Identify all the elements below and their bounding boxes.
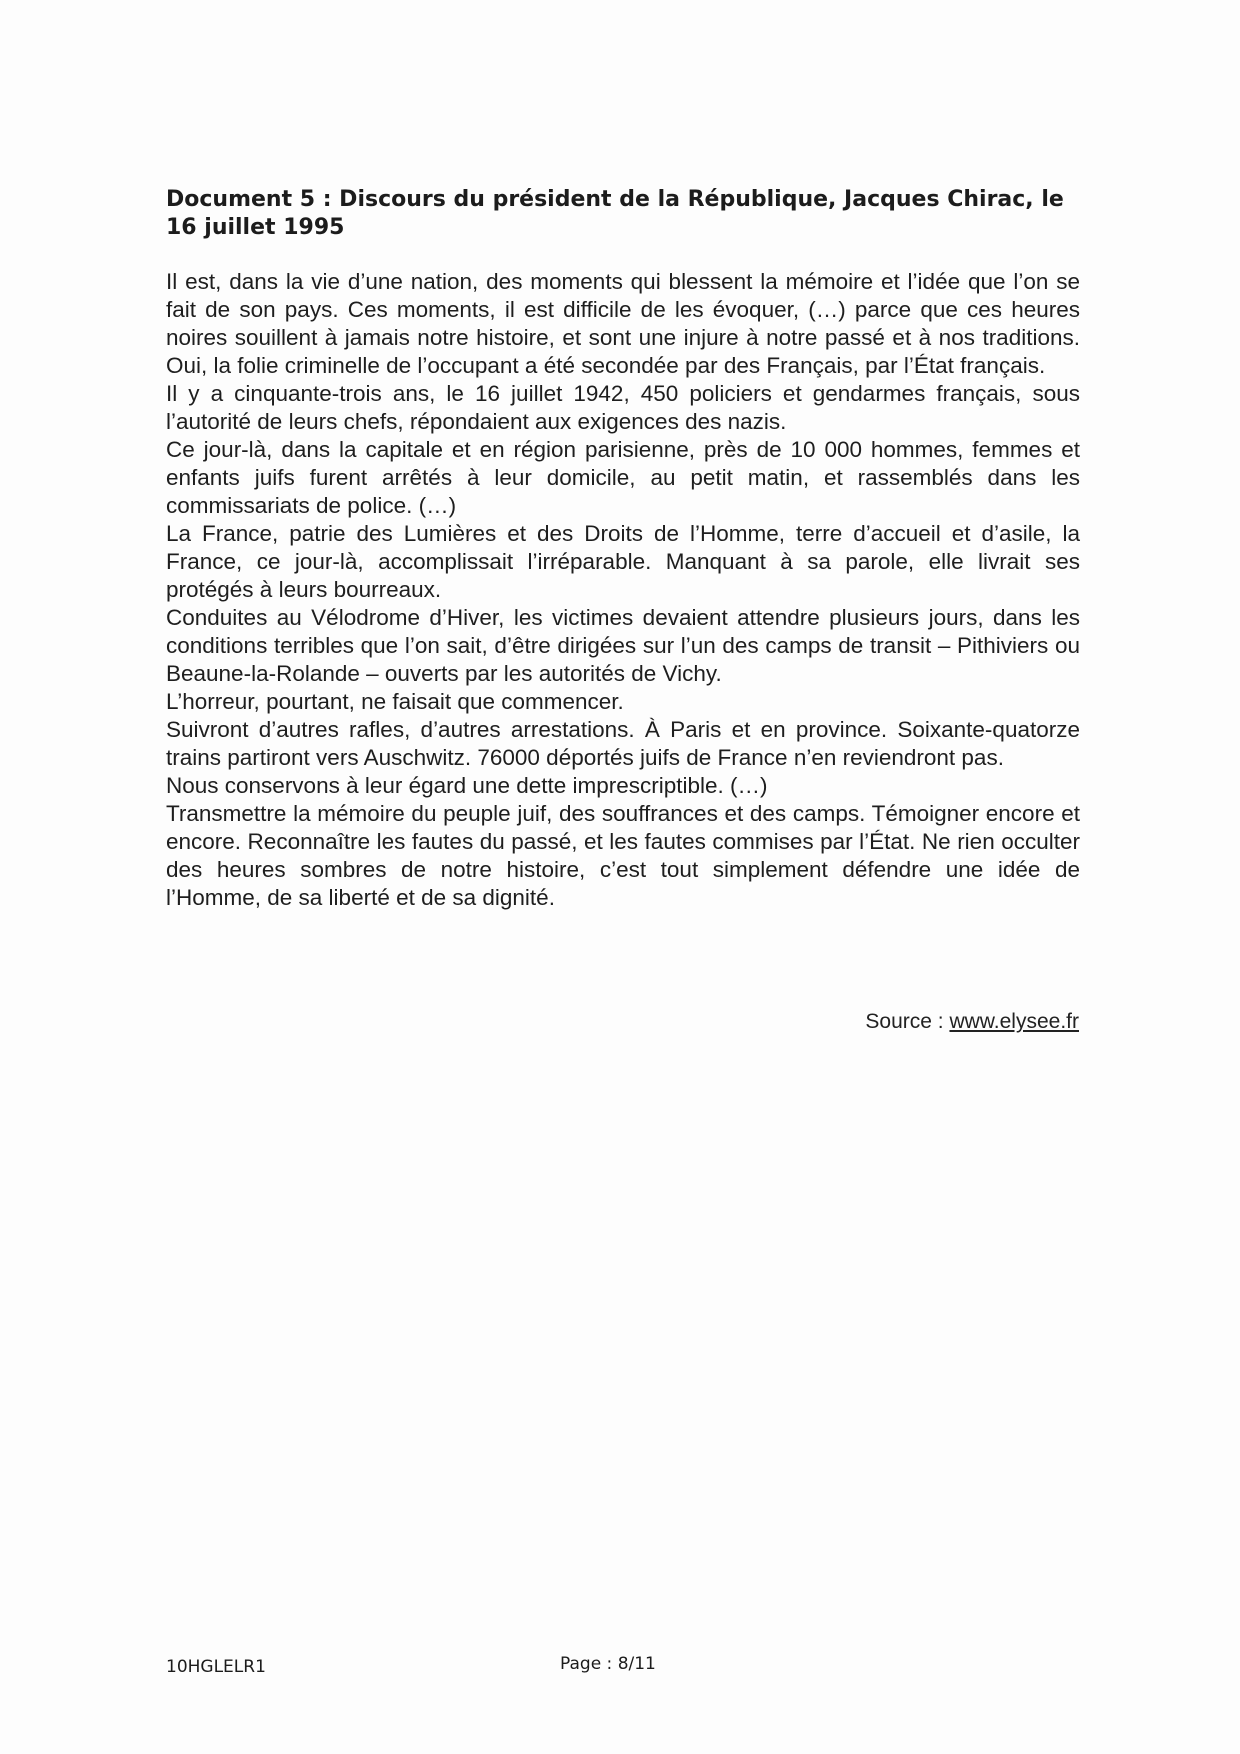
source-label: Source : [865,1010,950,1033]
source-link[interactable]: www.elysee.fr [949,1010,1079,1033]
paragraph: Il est, dans la vie d’une nation, des moments qui blessent la mémoire et l’idée que l’on se fait de son pays. Ces moments, il est difficile de les évoquer, (…) parce que ces heures noires souillent à jamais notre histoire, et sont une injure à notre passé et à nos traditions. Oui, la folie criminelle de l’occupant a été secondée par des Français, par l’État français. [166,269,1080,378]
paragraph: Ce jour-là, dans la capitale et en région parisienne, près de 10 000 hommes, femmes et enfants juifs furent arrêtés à leur domicile, au petit matin, et rassemblés dans les commissariats de police. (…) [166,437,1080,518]
source-citation [865,1008,1079,1036]
paragraph: La France, patrie des Lumières et des Droits de l’Homme, terre d’accueil et d’asile, la France, ce jour-là, accomplissait l’irréparable. Manquant à sa parole, elle livrait ses protégés à leurs bourreaux. [166,521,1080,602]
page-number: Page : 8/11 [560,1654,656,1674]
footer-code: 10HGLELR1 [166,1657,266,1677]
paragraph: Conduites au Vélodrome d’Hiver, les victimes devaient attendre plusieurs jours, dans les conditions terribles que l’on sait, d’être dirigées sur l’un des camps de transit – Pithiviers ou Beaune-la-Rolande – ouverts par les autorités de Vichy. [166,605,1080,686]
document-title: Document 5 : Discours du président de la République, Jacques Chirac, le 16 juillet 1995 [166,187,1064,240]
paragraph: Transmettre la mémoire du peuple juif, des souffrances et des camps. Témoigner encore et encore. Reconnaître les fautes du passé, et les fautes commises par l’État. Ne rien occulter des heures sombres de notre histoire, c’est tout simplement défendre une idée de l’Homme, de sa liberté et de sa dignité. [166,801,1080,910]
paragraph: Il y a cinquante-trois ans, le 16 juillet 1942, 450 policiers et gendarmes français, sous l’autorité de leurs chefs, répondaient aux exigences des nazis. [166,381,1080,434]
paragraph: L’horreur, pourtant, ne faisait que commencer. [166,689,624,714]
speech-text [166,268,1080,912]
paragraph: Suivront d’autres rafles, d’autres arrestations. À Paris et en province. Soixante-quatorze trains partiront vers Auschwitz. 76000 déportés juifs de France n’en reviendront pas. [166,717,1080,770]
paragraph: Nous conservons à leur égard une dette imprescriptible. (…) [166,773,768,798]
